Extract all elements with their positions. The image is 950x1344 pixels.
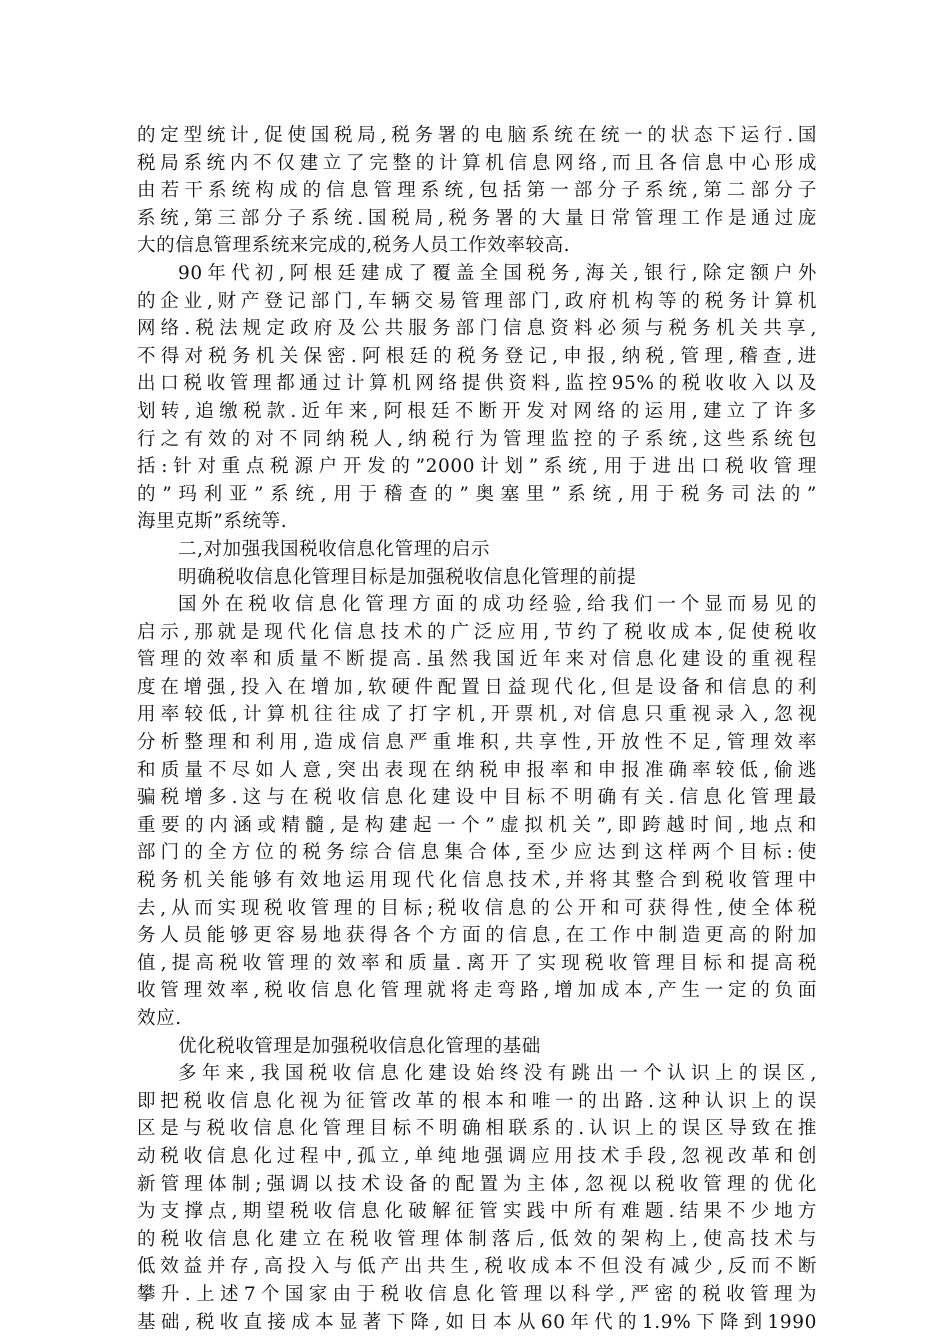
text-line: 度在增强,投入在增加,软硬件配置日益现代化,但是设备和信息的利 (137, 676, 817, 698)
text-line: 区是与税收信息化管理目标不明确相联系的.认识上的误区导致在推 (137, 1118, 817, 1140)
body-text (137, 122, 817, 1336)
text-line: 去,从而实现税收管理的目标;税收信息的公开和可获得性,使全体税 (137, 897, 817, 919)
text-line: 重要的内涵或精髓,是构建起一个”虚拟机关”,即跨越时间,地点和 (137, 814, 817, 836)
text-line: 用率较低,计算机往往成了打字机,开票机,对信息只重视录入,忽视 (137, 704, 817, 726)
text-line: 骗税增多.这与在税收信息化建设中目标不明确有关.信息化管理最 (137, 787, 817, 809)
text-line: 的”玛利亚”系统,用于稽查的”奥塞里”系统,用于税务司法的” (137, 483, 817, 505)
text-line: 出口税收管理都通过计算机网络提供资料,监控95%的税收收入以及 (137, 373, 817, 395)
text-line: 多年来,我国税收信息化建设始终没有跳出一个认识上的误区, (178, 1063, 817, 1085)
text-line: 部门的全方位的税务综合信息集合体,至少应达到这样两个目标:使 (137, 842, 817, 864)
text-line: 基础,税收直接成本显著下降,如日本从60年代的1.9%下降到1990 (137, 1311, 817, 1333)
text-line: 务人员能够更容易地获得各个方面的信息,在工作中制造更高的附加 (137, 925, 817, 947)
text-line: 的定型统计,促使国税局,税务署的电脑系统在统一的状态下运行.国 (137, 125, 817, 146)
text-line: 国外在税收信息化管理方面的成功经验,给我们一个显而易见的 (178, 594, 817, 616)
text-line: 括:针对重点税源户开发的”2000计划”系统,用于进出口税收管理 (137, 456, 817, 478)
text-line: 海里克斯”系统等. (137, 511, 288, 533)
text-line: 税务机关能够有效地运用现代化信息技术,并将其整合到税收管理中 (137, 870, 817, 892)
text-line: 网络.税法规定政府及公共服务部门信息资料必须与税务机关共享, (137, 318, 817, 340)
text-line: 启示,那就是现代化信息技术的广泛应用,节约了税收成本,促使税收 (137, 621, 817, 643)
text-line: 分析整理和利用,造成信息严重堆积,共享性,开放性不足,管理效率 (137, 732, 817, 754)
text-line: 大的信息管理系统来完成的,税务人员工作效率较高. (137, 235, 571, 257)
text-line: 效应. (137, 1008, 182, 1029)
text-line: 攀升.上述7个国家由于税收信息化管理以科学,严密的税收管理为 (137, 1283, 817, 1305)
text-line: 值,提高税收管理的效率和质量.离开了实现税收管理目标和提高税 (137, 952, 817, 974)
text-line: 新管理体制;强调以技术设备的配置为主体,忽视以税收管理的优化 (137, 1173, 817, 1195)
text-line: 动税收信息化过程中,孤立,单纯地强调应用技术手段,忽视改革和创 (137, 1145, 817, 1167)
text-line: 不得对税务机关保密.阿根廷的税务登记,申报,纳税,管理,稽查,进 (137, 345, 817, 367)
text-line: 收管理效率,税收信息化管理就将走弯路,增加成本,产生一定的负面 (137, 980, 817, 1002)
text-line: 为支撑点,期望税收信息化破解征管实践中所有难题.结果不少地方 (137, 1201, 817, 1223)
text-line: 行之有效的对不同纳税人,纳税行为管理监控的子系统,这些系统包 (137, 428, 817, 450)
text-line: 二,对加强我国税收信息化管理的启示 (178, 538, 491, 560)
text-line: 低效益并存,高投入与低产出共生,税收成本不但没有减少,反而不断 (137, 1256, 817, 1278)
text-line: 明确税收信息化管理目标是加强税收信息化管理的前提 (178, 566, 637, 588)
text-line: 的企业,财产登记部门,车辆交易管理部门,政府机构等的税务计算机 (137, 290, 817, 312)
text-line: 系统,第三部分子系统.国税局,税务署的大量日常管理工作是通过庞 (137, 207, 817, 229)
text-line: 的税收信息化建立在税收管理体制落后,低效的架构上,使高技术与 (137, 1228, 817, 1250)
text-line: 税局系统内不仅建立了完整的计算机信息网络,而且各信息中心形成 (137, 152, 817, 174)
text-line: 90年代初,阿根廷建成了覆盖全国税务,海关,银行,除定额户外 (178, 262, 817, 284)
text-line: 和质量不尽如人意,突出表现在纳税申报率和申报准确率较低,偷逃 (137, 759, 817, 781)
text-line: 即把税收信息化视为征管改革的根本和唯一的出路.这种认识上的误 (137, 1090, 817, 1112)
text-line: 由若干系统构成的信息管理系统,包括第一部分子系统,第二部分子 (137, 180, 817, 202)
text-line: 优化税收管理是加强税收信息化管理的基础 (178, 1035, 541, 1057)
text-line: 划转,追缴税款.近年来,阿根廷不断开发对网络的运用,建立了许多 (137, 400, 817, 422)
text-line: 管理的效率和质量不断提高.虽然我国近年来对信息化建设的重视程 (137, 649, 817, 671)
